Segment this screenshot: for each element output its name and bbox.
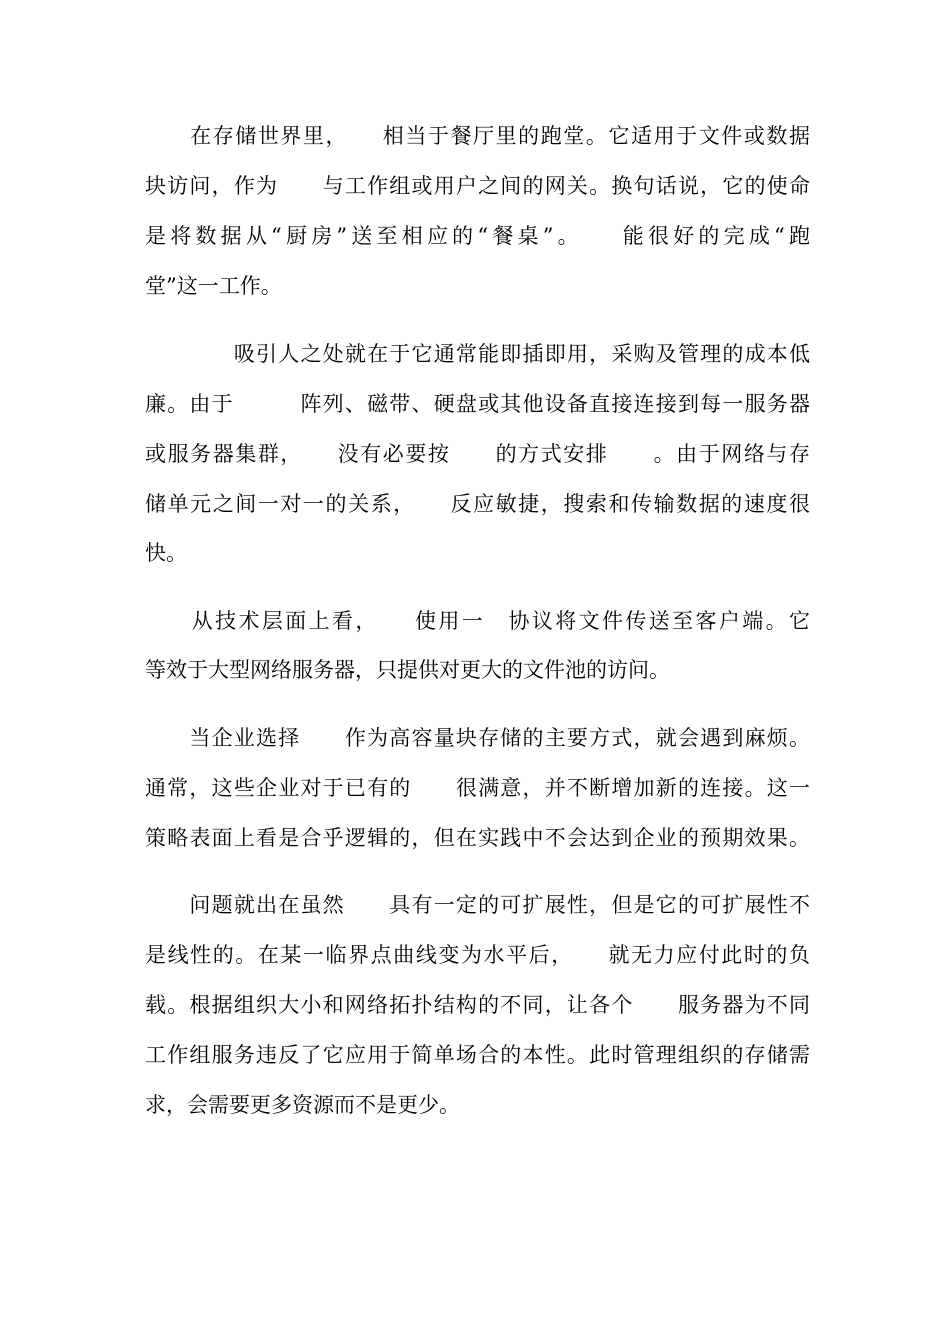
- paragraph-2-line-2: 廉。由于 阵列、磁带、硬盘或其他设备直接连接到每一服务器: [145, 392, 810, 416]
- paragraph-5-line-5: 求，会需要更多资源而不是更少。: [145, 1093, 460, 1117]
- paragraph-1-line-1: 在存储世界里， 相当于餐厅里的跑堂。它适用于文件或数据: [145, 124, 810, 148]
- paragraph-4-line-3: 策略表面上看是合乎逻辑的，但在实践中不会达到企业的预期效果。: [145, 826, 810, 850]
- paragraph-5-line-2: 是线性的。在某一临界点曲线变为水平后， 就无力应付此时的负: [145, 943, 810, 967]
- paragraph-2-line-5: 快。: [145, 541, 187, 565]
- paragraph-3-line-1: 从技术层面上看， 使用一 协议将文件传送至客户端。它: [145, 609, 810, 633]
- paragraph-1-line-2: 块访问，作为 与工作组或用户之间的网关。换句话说，它的使命: [145, 174, 810, 198]
- paragraph-4-line-1: 当企业选择 作为高容量块存储的主要方式，就会遇到麻烦。: [145, 726, 810, 750]
- paragraph-5-line-3: 载。根据组织大小和网络拓扑结构的不同，让各个 服务器为不同: [145, 993, 810, 1017]
- paragraph-2-line-1: 吸引人之处就在于它通常能即插即用，采购及管理的成本低: [145, 342, 810, 366]
- paragraph-2-line-4: 储单元之间一对一的关系， 反应敏捷，搜索和传输数据的速度很: [145, 492, 810, 516]
- paragraph-4-line-2: 通常，这些企业对于已有的 很满意，并不断增加新的连接。这一: [145, 776, 810, 800]
- paragraph-5-line-4: 工作组服务违反了它应用于简单场合的本性。此时管理组织的存储需: [145, 1043, 810, 1067]
- paragraph-1-line-3: 是将数据从“厨房”送至相应的“餐桌”。 能很好的完成“跑: [145, 224, 810, 248]
- paragraph-3-line-2: 等效于大型网络服务器，只提供对更大的文件池的访问。: [145, 658, 670, 682]
- paragraph-2-line-3: 或服务器集群， 没有必要按 的方式安排 。由于网络与存: [145, 442, 810, 466]
- paragraph-5-line-1: 问题就出在虽然 具有一定的可扩展性，但是它的可扩展性不: [145, 893, 810, 917]
- paragraph-1-line-4: 堂”这一工作。: [145, 274, 282, 298]
